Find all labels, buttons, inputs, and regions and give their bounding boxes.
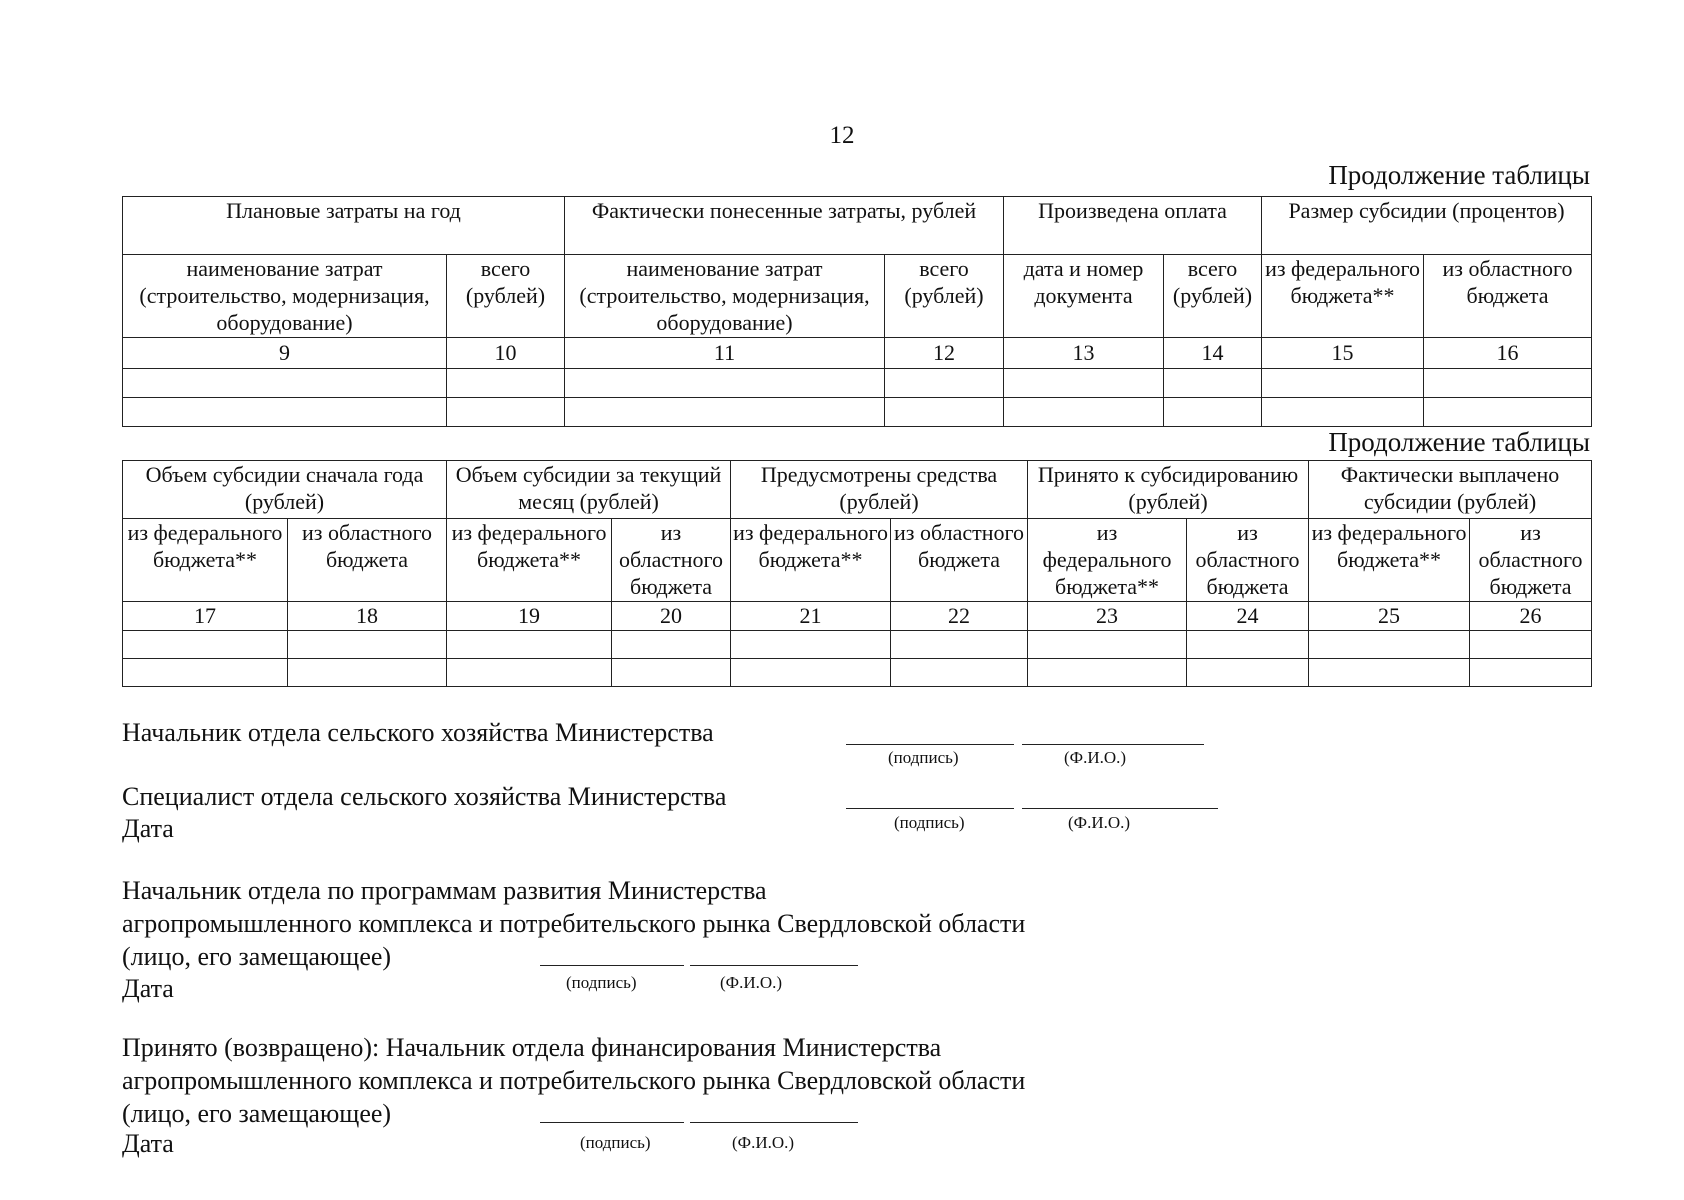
table-row bbox=[123, 659, 1592, 687]
group-header: Предусмотрены средства (рублей) bbox=[731, 461, 1028, 519]
table-cell[interactable] bbox=[1262, 398, 1424, 427]
table-cell[interactable] bbox=[891, 631, 1028, 659]
signer-1-title: Начальник отдела сельского хозяйства Министерства bbox=[122, 718, 714, 747]
group-header: Фактически понесенные затраты, рублей bbox=[565, 197, 1004, 255]
signature-line[interactable] bbox=[846, 744, 1014, 745]
table-cell[interactable] bbox=[1424, 369, 1592, 398]
column-header: наименование затрат (строительство, модернизация, оборудование) bbox=[123, 255, 447, 338]
date-label: Дата bbox=[122, 974, 174, 1003]
column-header: из областного бюджета bbox=[1424, 255, 1592, 338]
group-header: Плановые затраты на год bbox=[123, 197, 565, 255]
column-number: 16 bbox=[1424, 338, 1592, 369]
table-cell[interactable] bbox=[1164, 369, 1262, 398]
name-caption: (Ф.И.О.) bbox=[1068, 813, 1131, 832]
table-cell[interactable] bbox=[288, 631, 447, 659]
date-label: Дата bbox=[122, 1129, 174, 1158]
column-number: 26 bbox=[1470, 602, 1592, 631]
table-cell[interactable] bbox=[1470, 659, 1592, 687]
column-header: из федерального бюджета** bbox=[1309, 519, 1470, 602]
signature-caption: (подпись) bbox=[566, 973, 637, 992]
column-header: из федерального бюджета** bbox=[1262, 255, 1424, 338]
column-header: из областного бюджета bbox=[1187, 519, 1309, 602]
date-label: Дата bbox=[122, 814, 174, 843]
column-number: 24 bbox=[1187, 602, 1309, 631]
table-cell[interactable] bbox=[731, 659, 891, 687]
table-cell[interactable] bbox=[565, 398, 885, 427]
column-header: из федерального бюджета** bbox=[1028, 519, 1187, 602]
group-header: Фактически выплачено субсидии (рублей) bbox=[1309, 461, 1592, 519]
table-cell[interactable] bbox=[1028, 631, 1187, 659]
column-header: из областного бюджета bbox=[1470, 519, 1592, 602]
column-number: 25 bbox=[1309, 602, 1470, 631]
name-line[interactable] bbox=[1022, 808, 1218, 809]
group-header: Размер субсидии (процентов) bbox=[1262, 197, 1592, 255]
group-header: Принято к субсидированию (рублей) bbox=[1028, 461, 1309, 519]
table-cell[interactable] bbox=[447, 631, 612, 659]
column-header: из федерального бюджета** bbox=[123, 519, 288, 602]
column-number: 18 bbox=[288, 602, 447, 631]
table-cell[interactable] bbox=[885, 369, 1004, 398]
continuation-label-1: Продолжение таблицы bbox=[1328, 160, 1590, 190]
table-cell[interactable] bbox=[612, 631, 731, 659]
name-line[interactable] bbox=[690, 965, 858, 966]
column-header: наименование затрат (строительство, модернизация, оборудование) bbox=[565, 255, 885, 338]
table-cell[interactable] bbox=[1309, 631, 1470, 659]
page-number: 12 bbox=[829, 122, 855, 149]
name-caption: (Ф.И.О.) bbox=[720, 973, 783, 992]
table-cell[interactable] bbox=[123, 631, 288, 659]
table-cell[interactable] bbox=[1262, 369, 1424, 398]
table-continuation-1 bbox=[122, 196, 1592, 427]
column-header: из областного бюджета bbox=[288, 519, 447, 602]
table-cell[interactable] bbox=[447, 659, 612, 687]
name-line[interactable] bbox=[1022, 744, 1204, 745]
column-number: 23 bbox=[1028, 602, 1187, 631]
table-cell[interactable] bbox=[123, 369, 447, 398]
table-cell[interactable] bbox=[885, 398, 1004, 427]
column-number: 14 bbox=[1164, 338, 1262, 369]
column-header: дата и номер документа bbox=[1004, 255, 1164, 338]
column-header: всего (рублей) bbox=[885, 255, 1004, 338]
table-cell[interactable] bbox=[1470, 631, 1592, 659]
column-number: 15 bbox=[1262, 338, 1424, 369]
table-cell[interactable] bbox=[1028, 659, 1187, 687]
group-header: Объем субсидии сначала года (рублей) bbox=[123, 461, 447, 519]
name-caption: (Ф.И.О.) bbox=[1064, 748, 1127, 767]
table-cell[interactable] bbox=[1424, 398, 1592, 427]
table-cell[interactable] bbox=[565, 369, 885, 398]
name-line[interactable] bbox=[690, 1122, 858, 1123]
column-number: 22 bbox=[891, 602, 1028, 631]
signature-caption: (подпись) bbox=[894, 813, 965, 832]
group-header: Объем субсидии за текущий месяц (рублей) bbox=[447, 461, 731, 519]
table-continuation-2 bbox=[122, 460, 1592, 687]
signature-line[interactable] bbox=[540, 1122, 684, 1123]
table-cell[interactable] bbox=[1164, 398, 1262, 427]
table-row bbox=[123, 369, 1592, 398]
table-cell[interactable] bbox=[1187, 631, 1309, 659]
table-cell[interactable] bbox=[288, 659, 447, 687]
column-number: 13 bbox=[1004, 338, 1164, 369]
table-row bbox=[123, 398, 1592, 427]
table-cell[interactable] bbox=[447, 369, 565, 398]
column-number: 19 bbox=[447, 602, 612, 631]
table-cell[interactable] bbox=[123, 659, 288, 687]
column-header: из федерального бюджета** bbox=[731, 519, 891, 602]
column-number: 20 bbox=[612, 602, 731, 631]
column-number: 11 bbox=[565, 338, 885, 369]
signature-line[interactable] bbox=[540, 965, 684, 966]
column-header: из областного бюджета bbox=[612, 519, 731, 602]
table-cell[interactable] bbox=[1004, 369, 1164, 398]
table-cell[interactable] bbox=[1187, 659, 1309, 687]
signature-caption: (подпись) bbox=[888, 748, 959, 767]
signer-2-title: Специалист отдела сельского хозяйства Министерства bbox=[122, 782, 727, 811]
column-number: 21 bbox=[731, 602, 891, 631]
name-caption: (Ф.И.О.) bbox=[732, 1133, 795, 1152]
column-number: 12 bbox=[885, 338, 1004, 369]
column-number: 9 bbox=[123, 338, 447, 369]
table-cell[interactable] bbox=[1004, 398, 1164, 427]
column-header: всего (рублей) bbox=[447, 255, 565, 338]
signature-line[interactable] bbox=[846, 808, 1014, 809]
group-header: Произведена оплата bbox=[1004, 197, 1262, 255]
column-header: всего (рублей) bbox=[1164, 255, 1262, 338]
table-cell[interactable] bbox=[447, 398, 565, 427]
signer-4-title: Принято (возвращено): Начальник отдела финансирования Министерства агропромышленного комплекса и потребительского рынка Свердловской области (лицо, его замещающее) bbox=[122, 1033, 1026, 1128]
table-cell[interactable] bbox=[731, 631, 891, 659]
table-cell[interactable] bbox=[1309, 659, 1470, 687]
table-cell[interactable] bbox=[612, 659, 731, 687]
column-header: из федерального бюджета** bbox=[447, 519, 612, 602]
table-cell[interactable] bbox=[891, 659, 1028, 687]
table-row bbox=[123, 631, 1592, 659]
continuation-label-2: Продолжение таблицы bbox=[1328, 427, 1590, 457]
column-number: 17 bbox=[123, 602, 288, 631]
signature-caption: (подпись) bbox=[580, 1133, 651, 1152]
column-header: из областного бюджета bbox=[891, 519, 1028, 602]
signer-3-title: Начальник отдела по программам развития Министерства агропромышленного комплекса и потребительского рынка Свердловской области (лицо, его замещающее) bbox=[122, 876, 1026, 971]
column-number: 10 bbox=[447, 338, 565, 369]
table-cell[interactable] bbox=[123, 398, 447, 427]
